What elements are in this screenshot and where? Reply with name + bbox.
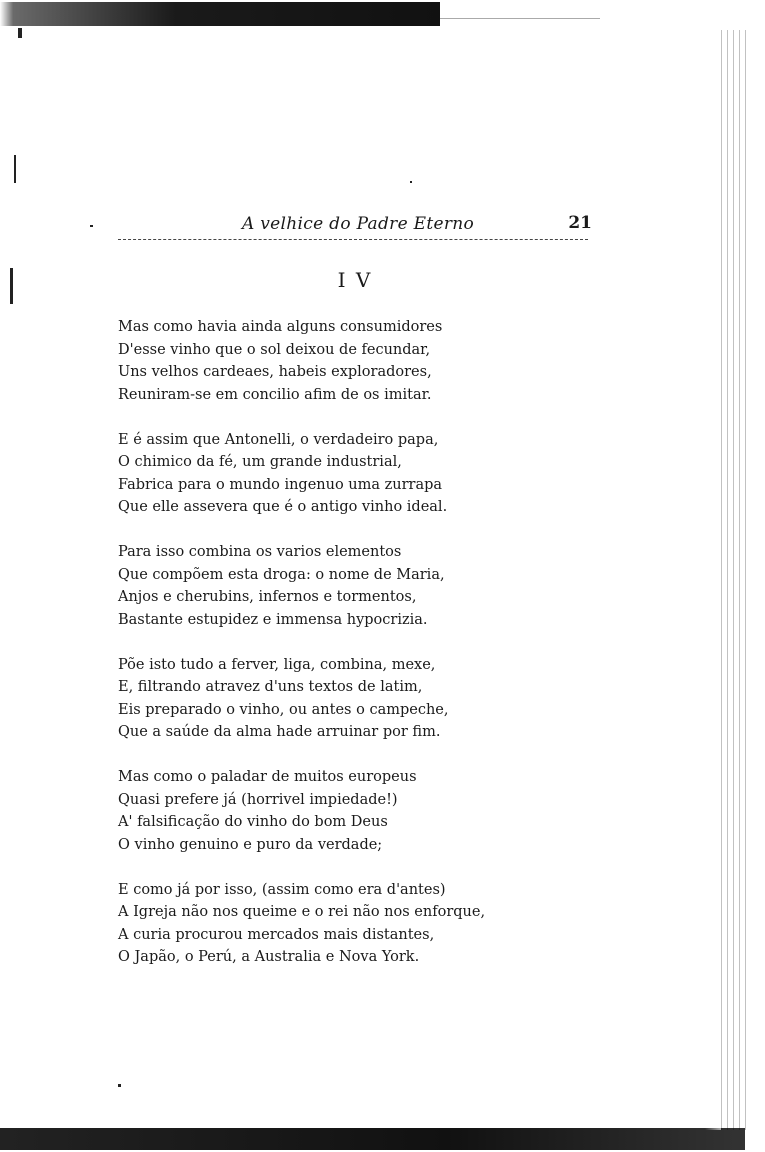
verse-line: O vinho genuino e puro da verdade; [118, 836, 383, 853]
verse-line: O chimico da fé, um grande industrial, [118, 454, 402, 470]
stanza [118, 766, 538, 856]
verse-line: Anjos e cherubins, infernos e tormentos, [118, 589, 417, 605]
page-edge-fade [705, 30, 721, 1130]
verse-line: O Japão, o Perú, a Australia e Nova York. [118, 949, 420, 965]
verse-line: E, filtrando atravez d'uns textos de latim, [118, 679, 423, 695]
margin-mark [18, 28, 22, 38]
verse-line: Que a saúde da alma hade arruinar por fim. [118, 724, 441, 740]
stanza [118, 316, 538, 406]
page-header [118, 210, 592, 240]
verse-line: Uns velhos cardeaes, habeis exploradores, [118, 364, 432, 380]
verse-line: Reuniram-se em concilio afim de os imitar. [118, 386, 432, 403]
verse-line: A curia procurou mercados mais distantes, [118, 926, 435, 943]
margin-mark [14, 155, 16, 183]
header-rule [118, 239, 588, 240]
margin-mark [10, 268, 13, 304]
stanza [118, 879, 538, 969]
verse-line: Que elle assevera que é o antigo vinho ideal. [118, 499, 448, 515]
speck [118, 1084, 121, 1087]
verse-line: E é assim que Antonelli, o verdadeiro papa, [118, 431, 439, 448]
verse-line: Mas como havia ainda alguns consumidores [118, 319, 443, 335]
verse-line: Bastante estupidez e immensa hypocrizia. [118, 611, 428, 628]
verse-line: Que compõem esta droga: o nome de Maria, [118, 566, 445, 583]
verse-line: D'esse vinho que o sol deixou de fecundar, [118, 341, 431, 358]
speck [410, 181, 412, 183]
stanza [118, 541, 538, 631]
scan-bottom-shadow [0, 1128, 745, 1150]
page-number: 21 [568, 213, 592, 233]
verse-line: Para isso combina os varios elementos [118, 544, 402, 560]
speck [90, 225, 93, 227]
running-title: A velhice do Padre Eterno [242, 214, 475, 234]
page-edge-texture [718, 30, 748, 1130]
scan-top-line [440, 18, 600, 19]
verse-line: Quasi prefere já (horrivel impiedade!) [118, 791, 398, 808]
verse-line: A' falsificação do vinho do bom Deus [118, 814, 388, 830]
poem-body [118, 316, 538, 991]
verse-line: Eis preparado o vinho, ou antes o campeche, [118, 701, 449, 718]
verse-line: Fabrica para o mundo ingenuo uma zurrapa [118, 476, 443, 493]
verse-line: Mas como o paladar de muitos europeus [118, 769, 417, 785]
stanza [118, 654, 538, 744]
section-title: I V [337, 268, 373, 292]
verse-line: E como já por isso, (assim como era d'antes) [118, 881, 446, 898]
verse-line: Põe isto tudo a ferver, liga, combina, mexe, [118, 656, 436, 673]
verse-line: A Igreja não nos queime e o rei não nos enforque, [118, 904, 486, 920]
scan-top-shadow [0, 2, 440, 26]
stanza [118, 429, 538, 519]
